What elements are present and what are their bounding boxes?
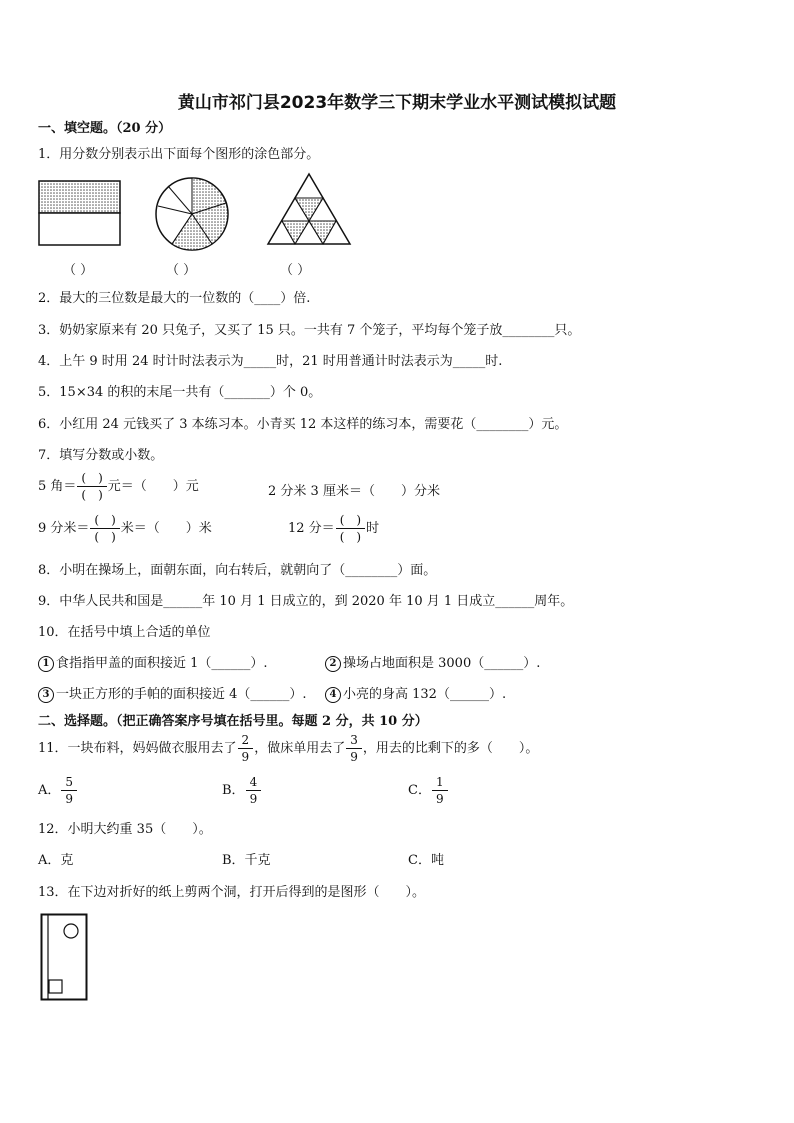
fraction-blank[interactable]: $\frac{( )}{( )}$ <box>77 470 106 503</box>
q7-row-2-right <box>288 512 379 545</box>
question-7: 7．填写分数或小数。 <box>38 448 164 463</box>
q10-item: 4 小亮的身高 132（______）. <box>325 686 506 704</box>
option-c[interactable]: C．吨 <box>408 853 444 868</box>
question-4: 4．上午 9 时用 24 时计时法表示为_____时，21 时用普通计时法表示为_____时. <box>38 354 503 369</box>
option-a[interactable]: A．克 <box>38 853 74 868</box>
question-9: 9．中华人民共和国是______年 10 月 1 日成立的，到 2020 年 10 月 1 日成立______周年。 <box>38 594 574 609</box>
question-8: 8．小明在操场上，面朝东面，向右转后，就朝向了（________）面。 <box>38 563 437 578</box>
section-1-heading: 一、填空题。（20 分） <box>38 121 172 136</box>
question-1: 1．用分数分别表示出下面每个图形的涂色部分。 <box>38 147 320 162</box>
question-2: 2．最大的三位数是最大的一位数的（____）倍. <box>38 291 311 306</box>
q7-row-1-left <box>38 470 199 503</box>
question-6: 6．小红用 24 元钱买了 3 本练习本。小青买 12 本这样的练习本，需要花（________）元。 <box>38 417 568 432</box>
option-b[interactable]: B．千克 <box>222 853 271 868</box>
answer-blank[interactable]: （ ） <box>280 263 311 278</box>
answer-blank[interactable]: （ ） <box>166 263 197 278</box>
q7-suffix: 元＝（ ）元 <box>107 479 199 494</box>
q10-item: 2 操场占地面积是 3000（______）. <box>325 655 540 673</box>
fraction: $\frac{3}{9}$ <box>346 732 362 765</box>
question-10: 10．在括号中填上合适的单位 <box>38 625 211 640</box>
folded-paper-figure <box>40 913 90 1003</box>
page-title: 黄山市祁门县2023年数学三下期末学业水平测试模拟试题 <box>177 93 617 113</box>
question-3: 3．奶奶家原来有 20 只兔子，又买了 15 只。一共有 7 个笼子，平均每个笼子放________只。 <box>38 323 581 338</box>
q7-suffix: 米＝（ ）米 <box>120 521 212 536</box>
q7-prefix: 9 分米＝ <box>38 521 90 536</box>
fraction-blank[interactable]: $\frac{( )}{( )}$ <box>90 512 119 545</box>
question-13: 13．在下边对折好的纸上剪两个洞，打开后得到的是图形（ ）。 <box>38 885 426 900</box>
q7-prefix: 12 分＝ <box>288 521 335 536</box>
q7-prefix: 5 角＝ <box>38 479 77 494</box>
option-c[interactable]: C． $\frac{1}{9}$ <box>408 774 449 807</box>
half-shaded-rectangle-figure <box>38 180 122 248</box>
q7-row-1-right: 2 分米 3 厘米＝（ ）分米 <box>268 484 440 499</box>
shaded-triangle-figure <box>266 172 352 246</box>
answer-blank[interactable]: （ ） <box>63 263 94 278</box>
fraction: $\frac{2}{9}$ <box>238 732 254 765</box>
q10-item: 3 一块正方形的手帕的面积接近 4（______）. <box>38 686 307 704</box>
section-2-heading: 二、选择题。（把正确答案序号填在括号里。每题 2 分，共 10 分） <box>38 714 428 729</box>
question-11: 11．一块布料，妈妈做衣服用去了 $\frac{2}{9}$ ，做床单用去了 $\frac{3}{9}$ ，用去的比剩下的多（ ）。 <box>38 733 539 764</box>
question-12: 12．小明大约重 35（ ）。 <box>38 822 212 837</box>
option-a[interactable]: A． $\frac{5}{9}$ <box>38 774 78 807</box>
option-b[interactable]: B． $\frac{4}{9}$ <box>222 774 262 807</box>
circled-number: 1 <box>38 656 54 672</box>
q7-suffix: 时 <box>366 521 380 536</box>
shaded-circle-figure <box>154 176 230 252</box>
q10-item: 1 食指指甲盖的面积接近 1（______）. <box>38 655 268 673</box>
q7-row-2-left <box>38 512 212 545</box>
circled-number: 4 <box>325 687 341 703</box>
circled-number: 2 <box>325 656 341 672</box>
fraction-blank[interactable]: $\frac{( )}{( )}$ <box>336 512 365 545</box>
question-5: 5．15×34 的积的末尾一共有（_______）个 0。 <box>38 385 322 400</box>
circled-number: 3 <box>38 687 54 703</box>
